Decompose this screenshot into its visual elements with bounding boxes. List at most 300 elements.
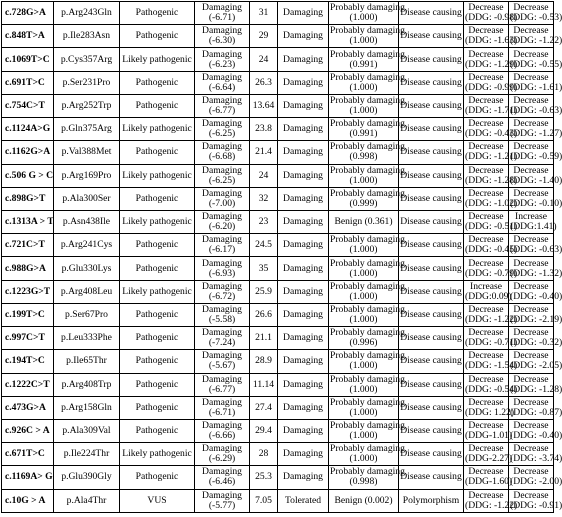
stability-ddg-2 — [509, 71, 562, 94]
cadd-score: 23.8 — [250, 118, 278, 141]
stability-ddg-2-line-2: (DDG: -1.22) — [510, 35, 562, 47]
protein-change: p.Glu390Gly — [54, 466, 120, 489]
polyphen-prediction-line-1: Probably damaging — [330, 373, 405, 385]
stability-ddg-1-line-2: (DDG: -1.22) — [465, 313, 518, 325]
sift-prediction — [195, 373, 250, 396]
disease-prediction: Disease causing — [399, 71, 464, 94]
table-row — [2, 350, 554, 373]
cdna-change: c.691T>C — [2, 71, 54, 94]
stability-ddg-1-line-2: (DDG: -1.63) — [465, 35, 518, 47]
table-row — [2, 419, 554, 442]
sift-prediction-line-2: (-6.46) — [208, 476, 236, 488]
protein-change: p.Arg243Gln — [54, 2, 120, 25]
stability-ddg-2 — [509, 303, 562, 326]
polyphen-prediction-line-1: Probably damaging — [330, 94, 405, 106]
stability-ddg-1 — [464, 118, 518, 141]
stability-ddg-1-line-1: Decrease — [468, 373, 504, 385]
stability-ddg-1-line-2: (DDG: -1.02) — [465, 197, 518, 209]
disease-prediction: Disease causing — [399, 48, 464, 71]
stability-ddg-1-line-2: (DDG: -1.29) — [465, 58, 518, 70]
sift-prediction — [195, 419, 250, 442]
sift-prediction — [195, 443, 250, 466]
sift-prediction — [195, 303, 250, 326]
stability-ddg-1-line-1: Decrease — [468, 327, 504, 339]
acmg-classification: Likely pathogenic — [120, 118, 195, 141]
cdna-change: c.926C > A — [2, 419, 54, 442]
stability-ddg-1 — [464, 48, 518, 71]
polyphen-prediction-line-2: (0.998) — [349, 151, 378, 163]
sift-prediction-line-1: Damaging — [202, 373, 242, 385]
acmg-classification: VUS — [120, 489, 195, 512]
stability-ddg-1-line-1: Decrease — [468, 118, 504, 130]
polyphen-prediction-line-1: Probably damaging — [330, 141, 405, 153]
sift-prediction-line-2: (-5.58) — [208, 313, 236, 325]
stability-ddg-1-line-1: Decrease — [468, 71, 504, 83]
stability-ddg-2-line-2: (DDG: -0.40) — [510, 430, 562, 442]
disease-prediction: Disease causing — [399, 2, 464, 25]
mutationtaster-prediction: Damaging — [278, 443, 329, 466]
sift-prediction — [195, 234, 250, 257]
polyphen-prediction — [329, 373, 405, 396]
polyphen-prediction — [329, 489, 399, 512]
cadd-score: 25.3 — [250, 466, 278, 489]
stability-ddg-1-line-2: (DDG-1.60) — [465, 476, 513, 488]
stability-ddg-1 — [464, 280, 512, 303]
mutationtaster-prediction: Damaging — [278, 2, 329, 25]
stability-ddg-2-line-1: Decrease — [513, 118, 549, 130]
polyphen-prediction-line-2: (0.991) — [349, 58, 378, 70]
stability-ddg-2-line-1: Decrease — [513, 420, 549, 432]
cdna-change: c.473G>A — [2, 396, 54, 419]
stability-ddg-2-line-1: Decrease — [513, 466, 549, 478]
disease-prediction: Disease causing — [399, 327, 464, 350]
polyphen-prediction — [329, 303, 405, 326]
cadd-score: 32 — [250, 187, 278, 210]
sift-prediction-line-1: Damaging — [202, 234, 242, 246]
stability-ddg-1 — [464, 234, 518, 257]
stability-ddg-1-line-2: (DDG: -1.54) — [465, 360, 518, 372]
sift-prediction — [195, 396, 250, 419]
stability-ddg-1-line-1: Decrease — [468, 94, 504, 106]
mutationtaster-prediction: Damaging — [278, 94, 329, 117]
mutationtaster-prediction: Damaging — [278, 280, 329, 303]
sift-prediction — [195, 118, 250, 141]
acmg-classification: Pathogenic — [120, 303, 195, 326]
stability-ddg-2 — [509, 164, 562, 187]
sift-prediction-line-1: Damaging — [202, 350, 242, 362]
stability-ddg-1-line-2: (DDG: -1.71) — [465, 104, 518, 116]
table-row — [2, 257, 554, 280]
table-row — [2, 443, 554, 466]
stability-ddg-2 — [509, 141, 562, 164]
stability-ddg-2-line-2: (DDG: -0.10) — [510, 197, 562, 209]
mutationtaster-prediction: Damaging — [278, 187, 329, 210]
sift-prediction-line-1: Damaging — [202, 211, 242, 223]
cdna-change: c.721C>T — [2, 234, 54, 257]
sift-prediction — [195, 187, 250, 210]
stability-ddg-2-line-2: (DDG: -0.91) — [510, 499, 562, 511]
stability-ddg-2-line-2: (DDG: -0.63) — [510, 104, 562, 116]
sift-prediction-line-2: (-6.30) — [208, 35, 236, 47]
polyphen-prediction-line-1: Probably damaging — [330, 350, 405, 362]
sift-prediction-line-2: (-7.00) — [208, 197, 236, 209]
protein-change: p.Ile283Asn — [54, 25, 120, 48]
polyphen-prediction-line-1: Benign (0.002) — [334, 494, 393, 506]
stability-ddg-1-line-2: (DDG: -0.99) — [465, 81, 518, 93]
stability-ddg-2 — [509, 118, 562, 141]
table-row — [2, 71, 554, 94]
stability-ddg-1-line-2: (DDG: -1.28) — [465, 174, 518, 186]
stability-ddg-1 — [464, 2, 518, 25]
stability-ddg-2 — [509, 327, 562, 350]
polyphen-prediction — [329, 2, 405, 25]
sift-prediction-line-1: Damaging — [202, 489, 242, 501]
sift-prediction — [195, 71, 250, 94]
variant-table — [1, 1, 562, 513]
disease-prediction: Disease causing — [399, 443, 464, 466]
polyphen-prediction — [329, 466, 405, 489]
cdna-change: c.754C>T — [2, 94, 54, 117]
sift-prediction — [195, 141, 250, 164]
protein-change: p.Asn438Ile — [54, 210, 120, 233]
protein-change: p.Cys357Arg — [54, 48, 120, 71]
sift-prediction-line-1: Damaging — [202, 141, 242, 153]
polyphen-prediction-line-1: Probably damaging — [330, 25, 405, 37]
mutationtaster-prediction: Damaging — [278, 257, 329, 280]
mutationtaster-prediction: Damaging — [278, 48, 329, 71]
variant-table-body — [2, 2, 562, 513]
acmg-classification: Likely pathogenic — [120, 164, 195, 187]
table-row — [2, 2, 554, 25]
cadd-score: 25.9 — [250, 280, 278, 303]
sift-prediction-line-1: Damaging — [202, 280, 242, 292]
stability-ddg-1 — [464, 94, 518, 117]
cadd-score: 27.4 — [250, 396, 278, 419]
sift-prediction-line-2: (-6.29) — [208, 453, 236, 465]
stability-ddg-2-line-2: (DDG: -2.00) — [510, 476, 562, 488]
cadd-score: 29.4 — [250, 419, 278, 442]
polyphen-prediction — [329, 280, 405, 303]
stability-ddg-2-line-1: Decrease — [513, 94, 549, 106]
polyphen-prediction-line-1: Probably damaging — [330, 118, 405, 130]
stability-ddg-2 — [509, 350, 562, 373]
stability-ddg-2 — [509, 234, 562, 257]
disease-prediction: Disease causing — [399, 118, 464, 141]
cdna-change: c.199T>C — [2, 303, 54, 326]
stability-ddg-2 — [509, 373, 562, 396]
table-row — [2, 210, 554, 233]
acmg-classification: Pathogenic — [120, 2, 195, 25]
sift-prediction-line-2: (-5.77) — [208, 499, 236, 511]
stability-ddg-1 — [464, 210, 518, 233]
sift-prediction-line-2: (-6.20) — [208, 221, 236, 233]
polyphen-prediction-line-1: Benign (0.361) — [334, 216, 393, 228]
polyphen-prediction — [329, 234, 405, 257]
polyphen-prediction-line-1: Probably damaging — [330, 303, 405, 315]
polyphen-prediction — [329, 419, 405, 442]
table-row — [2, 396, 554, 419]
cadd-score: 26.6 — [250, 303, 278, 326]
sift-prediction-line-1: Damaging — [202, 420, 242, 432]
cdna-change: c.1223G>T — [2, 280, 54, 303]
disease-prediction: Disease causing — [399, 187, 464, 210]
stability-ddg-2-line-1: Decrease — [513, 141, 549, 153]
disease-prediction: Disease causing — [399, 373, 464, 396]
polyphen-prediction-line-1: Probably damaging — [330, 164, 405, 176]
stability-ddg-2 — [509, 419, 562, 442]
stability-ddg-2-line-1: Decrease — [513, 443, 549, 455]
stability-ddg-1-line-2: (DDG: -1.21) — [465, 151, 518, 163]
polyphen-prediction-line-2: (1.000) — [349, 290, 378, 302]
mutationtaster-prediction: Damaging — [278, 373, 329, 396]
table-row — [2, 48, 554, 71]
polyphen-prediction-line-1: Probably damaging — [330, 48, 405, 60]
stability-ddg-1-line-2: (DDG: -1.22) — [465, 499, 518, 511]
sift-prediction-line-1: Damaging — [202, 164, 242, 176]
disease-prediction: Disease causing — [399, 257, 464, 280]
stability-ddg-1-line-2: (DDG: -0.79) — [465, 267, 518, 279]
table-row — [2, 373, 554, 396]
stability-ddg-1-line-1: Decrease — [468, 164, 504, 176]
cdna-change: c.10G > A — [2, 489, 54, 512]
polyphen-prediction-line-1: Probably damaging — [330, 466, 405, 478]
stability-ddg-1-line-1: Decrease — [468, 257, 504, 269]
stability-ddg-1 — [464, 443, 513, 466]
cadd-score: 28.9 — [250, 350, 278, 373]
polyphen-prediction — [329, 141, 405, 164]
sift-prediction-line-2: (-6.17) — [208, 244, 236, 256]
sift-prediction-line-1: Damaging — [202, 466, 242, 478]
stability-ddg-1 — [464, 327, 518, 350]
table-row — [2, 489, 554, 512]
polyphen-prediction-line-2: (1.000) — [349, 104, 378, 116]
sift-prediction-line-1: Damaging — [202, 2, 242, 14]
mutationtaster-prediction: Tolerated — [278, 489, 329, 512]
protein-change: p.Gln375Arg — [54, 118, 120, 141]
protein-change: p.Ile224Thr — [54, 443, 120, 466]
disease-prediction: Polymorphism — [399, 489, 464, 512]
sift-prediction-line-1: Damaging — [202, 118, 242, 130]
mutationtaster-prediction: Damaging — [278, 350, 329, 373]
sift-prediction — [195, 25, 250, 48]
stability-ddg-2 — [509, 280, 562, 303]
stability-ddg-2-line-2: (DDG: -0.40) — [510, 290, 562, 302]
cdna-change: c.728G>A — [2, 2, 54, 25]
stability-ddg-1-line-2: (DDG: -0.71) — [465, 337, 518, 349]
stability-ddg-1-line-2: (DDG: -0.43) — [465, 128, 518, 140]
sift-prediction-line-2: (-6.25) — [208, 174, 236, 186]
stability-ddg-2 — [509, 48, 562, 71]
stability-ddg-2-line-1: Increase — [515, 211, 547, 223]
acmg-classification: Pathogenic — [120, 187, 195, 210]
stability-ddg-2-line-1: Decrease — [513, 164, 549, 176]
sift-prediction-line-2: (-6.23) — [208, 58, 236, 70]
cadd-score: 31 — [250, 2, 278, 25]
cdna-change: c.848T>A — [2, 25, 54, 48]
stability-ddg-1 — [464, 164, 518, 187]
sift-prediction-line-1: Damaging — [202, 71, 242, 83]
protein-change: p.Arg408Trp — [54, 373, 120, 396]
stability-ddg-1-line-1: Decrease — [468, 48, 504, 60]
sift-prediction — [195, 2, 250, 25]
stability-ddg-1 — [464, 373, 518, 396]
polyphen-prediction-line-2: (1.000) — [349, 360, 378, 372]
sift-prediction — [195, 466, 250, 489]
table-row — [2, 466, 554, 489]
cdna-change: c.1169A> G — [2, 466, 54, 489]
polyphen-prediction — [329, 48, 405, 71]
acmg-classification: Pathogenic — [120, 350, 195, 373]
acmg-classification: Pathogenic — [120, 327, 195, 350]
acmg-classification: Pathogenic — [120, 419, 195, 442]
cdna-change: c.1124A>G — [2, 118, 54, 141]
stability-ddg-1-line-2: (DDG: -0.98) — [465, 12, 518, 24]
table-row — [2, 327, 554, 350]
table-row — [2, 303, 554, 326]
polyphen-prediction — [329, 187, 405, 210]
sift-prediction-line-2: (-6.68) — [208, 151, 236, 163]
sift-prediction-line-2: (-7.24) — [208, 337, 236, 349]
table-row — [2, 234, 554, 257]
sift-prediction-line-1: Damaging — [202, 25, 242, 37]
table-row — [2, 94, 554, 117]
mutationtaster-prediction: Damaging — [278, 327, 329, 350]
mutationtaster-prediction: Damaging — [278, 396, 329, 419]
cdna-change: c.988G>A — [2, 257, 54, 280]
polyphen-prediction-line-2: (1.000) — [349, 313, 378, 325]
stability-ddg-2-line-2: (DDG: -0.32) — [510, 337, 562, 349]
stability-ddg-1 — [464, 25, 518, 48]
sift-prediction-line-2: (-6.71) — [208, 12, 236, 24]
protein-change: p.Glu330Lys — [54, 257, 120, 280]
protein-change: p.Arg408Leu — [54, 280, 120, 303]
stability-ddg-2 — [509, 210, 557, 233]
cadd-score: 24 — [250, 48, 278, 71]
stability-ddg-1 — [464, 419, 513, 442]
acmg-classification: Pathogenic — [120, 94, 195, 117]
cdna-change: c.1222C>T — [2, 373, 54, 396]
polyphen-prediction-line-1: Probably damaging — [330, 327, 405, 339]
polyphen-prediction-line-1: Probably damaging — [330, 257, 405, 269]
polyphen-prediction-line-2: (1.000) — [349, 430, 378, 442]
protein-change: p.Ser67Pro — [54, 303, 120, 326]
stability-ddg-1-line-1: Decrease — [468, 466, 504, 478]
cdna-change: c.997C>T — [2, 327, 54, 350]
acmg-classification: Pathogenic — [120, 141, 195, 164]
polyphen-prediction-line-2: (1.000) — [349, 267, 378, 279]
sift-prediction-line-2: (-6.71) — [208, 406, 236, 418]
protein-change: p.Arg252Trp — [54, 94, 120, 117]
table-row — [2, 164, 554, 187]
protein-change: p.Ala300Ser — [54, 187, 120, 210]
mutationtaster-prediction: Damaging — [278, 419, 329, 442]
cdna-change: c.671T>C — [2, 443, 54, 466]
stability-ddg-2-line-1: Decrease — [513, 2, 549, 14]
disease-prediction: Disease causing — [399, 303, 464, 326]
stability-ddg-1 — [464, 187, 518, 210]
sift-prediction-line-1: Damaging — [202, 94, 242, 106]
table-row — [2, 25, 554, 48]
stability-ddg-1-line-1: Decrease — [468, 234, 504, 246]
stability-ddg-1 — [464, 257, 518, 280]
sift-prediction-line-2: (-6.64) — [208, 81, 236, 93]
cadd-score: 7.05 — [250, 489, 278, 512]
sift-prediction-line-1: Damaging — [202, 187, 242, 199]
sift-prediction-line-1: Damaging — [202, 327, 242, 339]
mutationtaster-prediction: Damaging — [278, 25, 329, 48]
acmg-classification: Pathogenic — [120, 396, 195, 419]
stability-ddg-2-line-2: (DDG: -0.53) — [510, 12, 562, 24]
polyphen-prediction-line-2: (0.998) — [349, 476, 378, 488]
sift-prediction — [195, 48, 250, 71]
protein-change: p.Arg241Cys — [54, 234, 120, 257]
cadd-score: 11.14 — [250, 373, 278, 396]
polyphen-prediction-line-2: (1.000) — [349, 12, 378, 24]
protein-change: p.Ile65Thr — [54, 350, 120, 373]
cdna-change: c.1069T>C — [2, 48, 54, 71]
stability-ddg-1 — [464, 350, 518, 373]
polyphen-prediction — [329, 210, 399, 233]
polyphen-prediction — [329, 257, 405, 280]
cadd-score: 26.3 — [250, 71, 278, 94]
stability-ddg-2 — [509, 489, 562, 512]
acmg-classification: Pathogenic — [120, 373, 195, 396]
protein-change: p.Val388Met — [54, 141, 120, 164]
polyphen-prediction-line-2: (0.996) — [349, 337, 378, 349]
protein-change: p.Ala4Thr — [54, 489, 120, 512]
stability-ddg-2-line-1: Decrease — [513, 489, 549, 501]
cdna-change: c.506 G > C — [2, 164, 54, 187]
acmg-classification: Likely pathogenic — [120, 48, 195, 71]
cdna-change: c.898G>T — [2, 187, 54, 210]
acmg-classification: Pathogenic — [120, 234, 195, 257]
stability-ddg-2-line-1: Decrease — [513, 48, 549, 60]
stability-ddg-1-line-1: Decrease — [468, 211, 504, 223]
stability-ddg-2 — [509, 443, 562, 466]
sift-prediction — [195, 327, 250, 350]
polyphen-prediction-line-1: Probably damaging — [330, 280, 405, 292]
polyphen-prediction-line-1: Probably damaging — [330, 420, 405, 432]
polyphen-prediction-line-2: (1.000) — [349, 35, 378, 47]
cadd-score: 29 — [250, 25, 278, 48]
table-row — [2, 280, 554, 303]
sift-prediction — [195, 257, 250, 280]
stability-ddg-2-line-1: Decrease — [513, 280, 549, 292]
cadd-score: 28 — [250, 443, 278, 466]
sift-prediction-line-1: Damaging — [202, 48, 242, 60]
stability-ddg-1-line-2: (DDG:0.09) — [465, 290, 512, 302]
table-row — [2, 118, 554, 141]
sift-prediction-line-2: (-6.77) — [208, 383, 236, 395]
polyphen-prediction — [329, 350, 405, 373]
cdna-change: c.1313A > T — [2, 210, 54, 233]
stability-ddg-2 — [509, 187, 562, 210]
polyphen-prediction-line-1: Probably damaging — [330, 187, 405, 199]
polyphen-prediction — [329, 71, 405, 94]
polyphen-prediction-line-2: (1.000) — [349, 406, 378, 418]
stability-ddg-2-line-1: Decrease — [513, 396, 549, 408]
acmg-classification: Likely pathogenic — [120, 280, 195, 303]
polyphen-prediction — [329, 25, 405, 48]
stability-ddg-1-line-2: (DDG-2.27) — [465, 453, 513, 465]
disease-prediction: Disease causing — [399, 466, 464, 489]
cadd-score: 21.1 — [250, 327, 278, 350]
stability-ddg-1-line-1: Decrease — [468, 25, 504, 37]
acmg-classification: Likely pathogenic — [120, 210, 195, 233]
protein-change: p.Arg158Gln — [54, 396, 120, 419]
disease-prediction: Disease causing — [399, 164, 464, 187]
polyphen-prediction-line-1: Probably damaging — [330, 2, 405, 14]
